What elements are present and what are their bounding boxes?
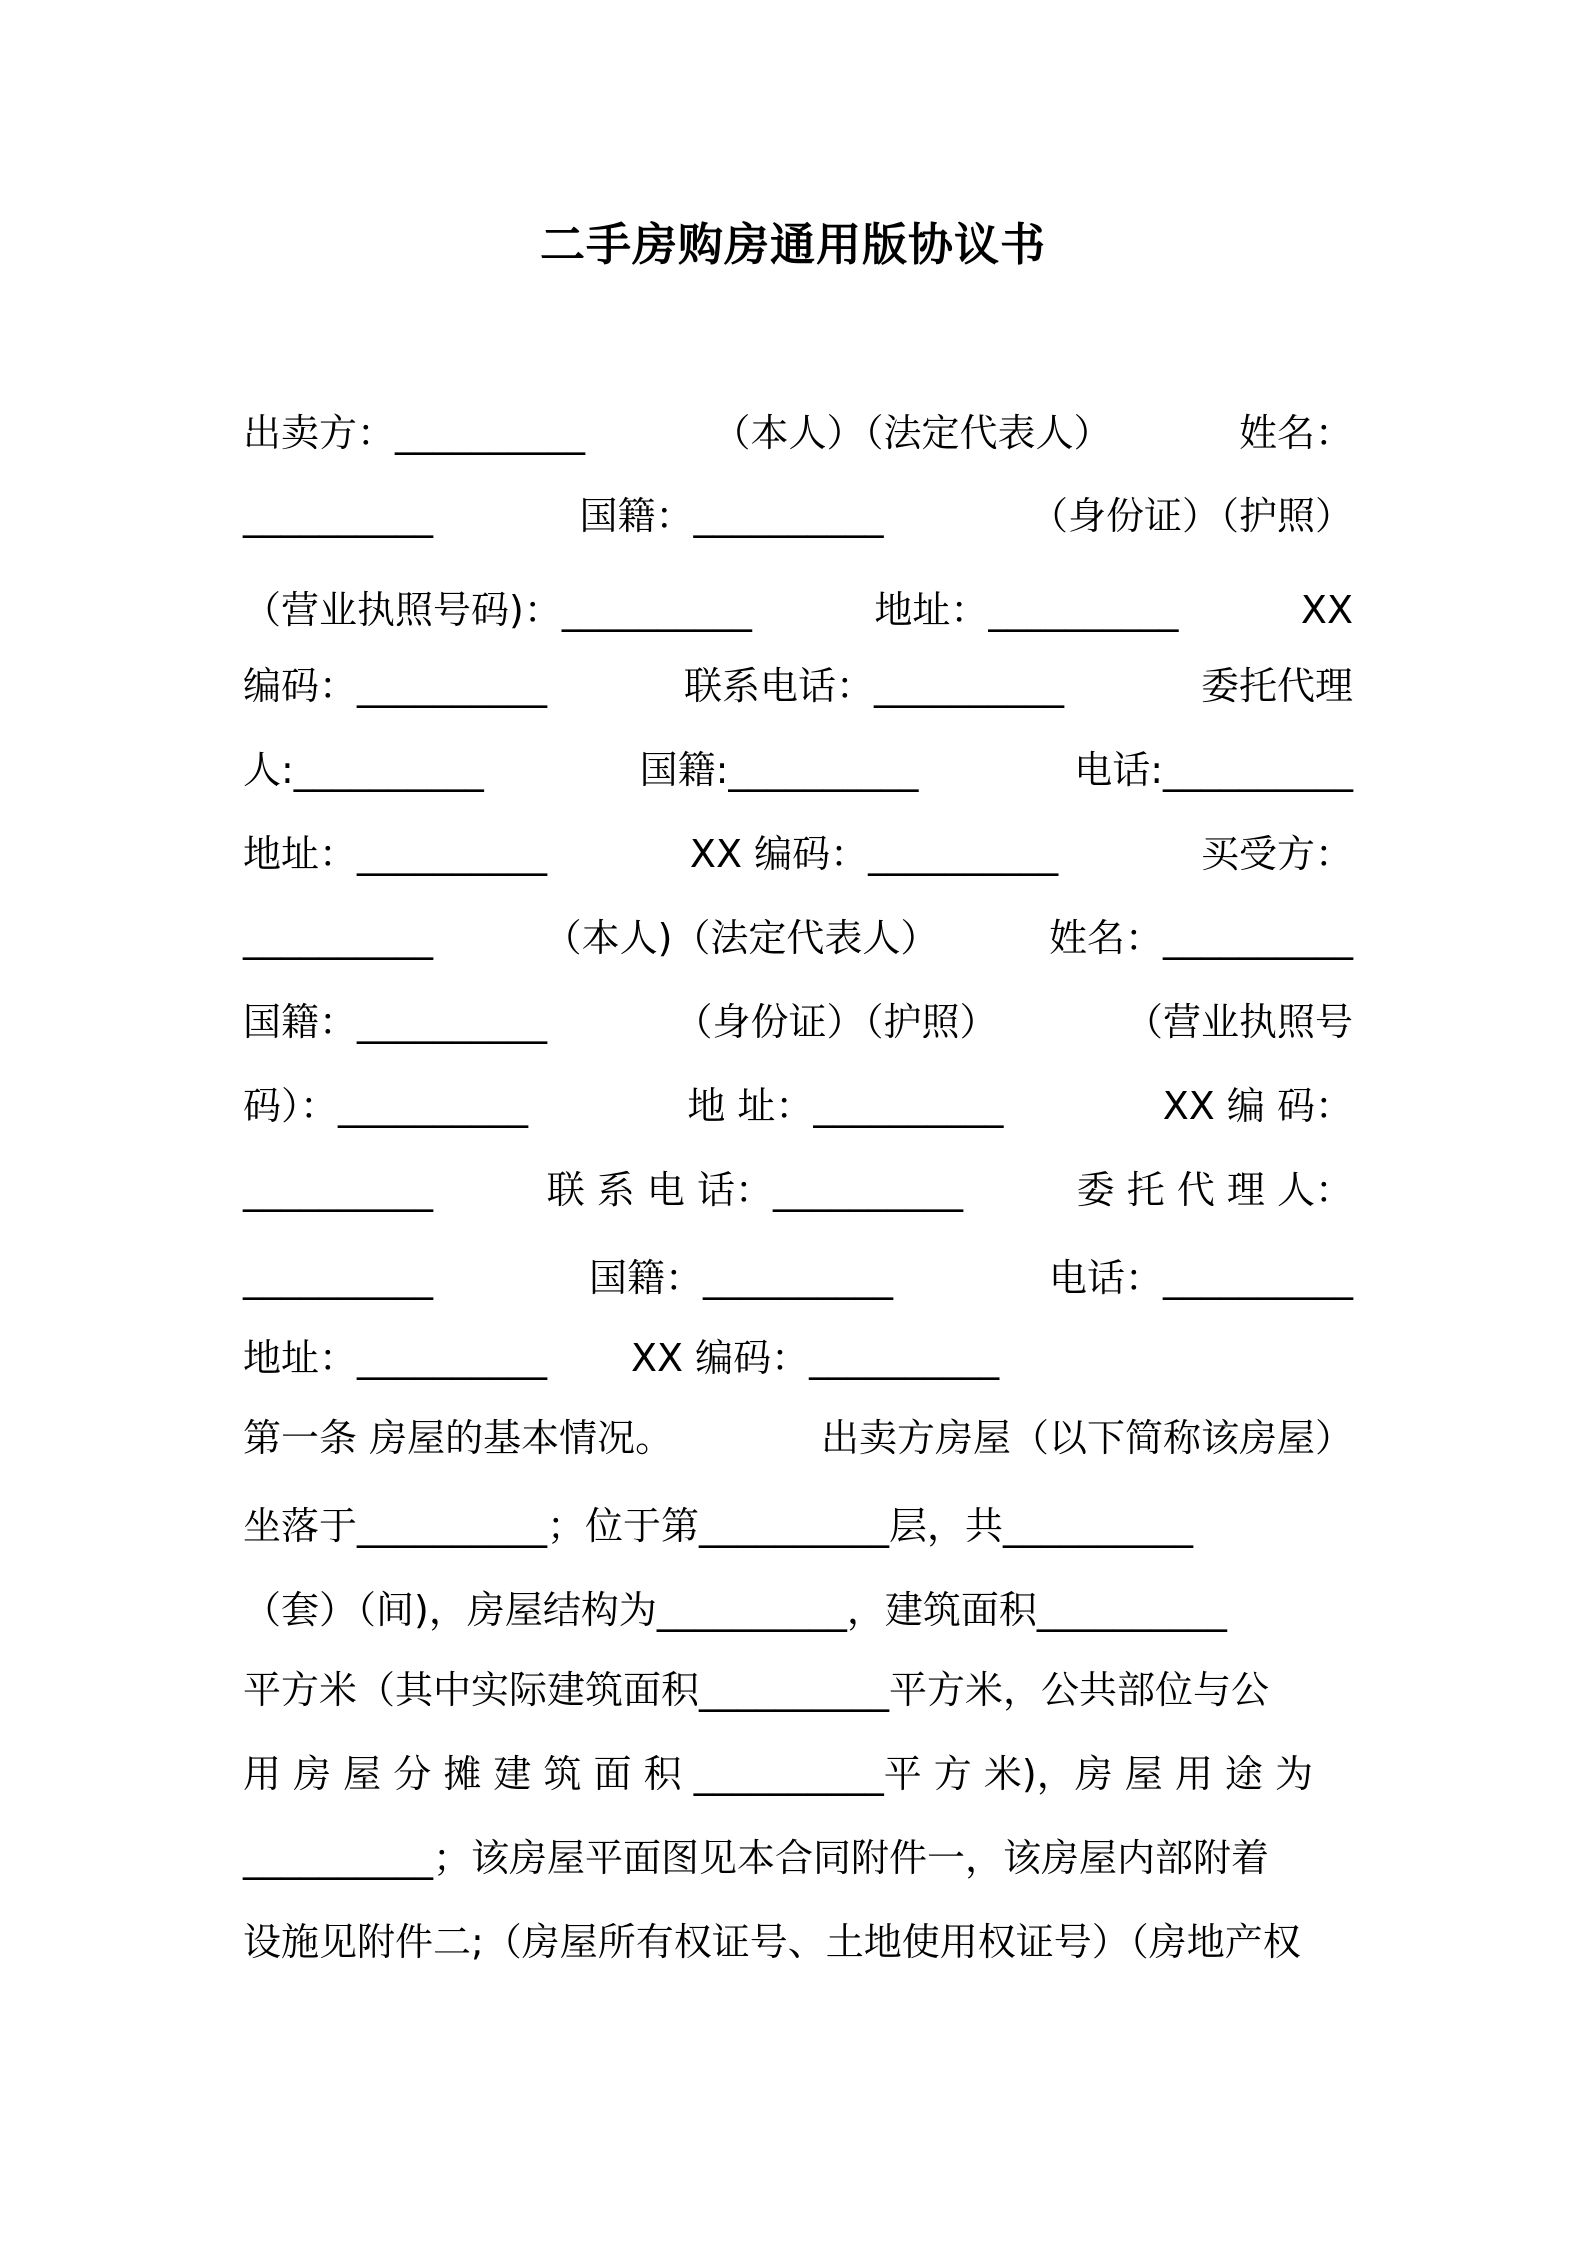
text-segment: __________ [243, 1168, 433, 1212]
text-segment: 国籍：__________ [579, 494, 884, 538]
text-segment: 地 址：__________ [687, 1084, 1004, 1128]
text-line [243, 742, 1353, 798]
text-line [243, 1162, 1353, 1218]
text-segment: __________；该房屋平面图见本合同附件一，该房屋内部附着 [243, 1836, 1270, 1880]
text-segment: 坐落于__________；位于第__________层，共__________ [243, 1504, 1194, 1548]
text-segment: 买受方： [1200, 832, 1353, 876]
text-segment: XX 编码：__________ [689, 832, 1059, 876]
text-segment: （营业执照号 [1124, 1000, 1353, 1044]
text-line [243, 1914, 1353, 1970]
text-segment: 联系电话：__________ [683, 664, 1064, 708]
text-line [243, 488, 1353, 544]
text-segment: 国籍：__________ [243, 1000, 548, 1044]
text-line [243, 1410, 1353, 1466]
text-segment: 编码：__________ [243, 664, 548, 708]
text-segment: 国籍：__________ [588, 1256, 893, 1300]
text-segment: __________ [243, 494, 433, 538]
text-line [243, 994, 1353, 1050]
text-segment: 姓名：__________ [1048, 916, 1353, 960]
text-segment: （身份证）（护照） [1029, 494, 1353, 538]
text-segment: __________ [243, 1256, 433, 1300]
text-line [243, 1830, 1353, 1886]
text-line [243, 910, 1353, 966]
text-segment: 用 房 屋 分 摊 建 筑 面 积 __________平 方 米)，房 屋 用 途 为 [243, 1752, 1314, 1796]
text-segment: （套）（间)，房屋结构为__________，建筑面积__________ [243, 1588, 1227, 1632]
text-line [243, 1498, 1353, 1554]
text-segment: __________ [243, 916, 433, 960]
text-segment: 联 系 电 话：__________ [546, 1168, 963, 1212]
text-line [243, 1250, 1353, 1306]
text-segment: （本人）（法定代表人） [712, 411, 1112, 455]
text-segment: 委 托 代 理 人： [1076, 1168, 1353, 1212]
text-line [243, 658, 1353, 714]
text-segment: 姓名： [1238, 411, 1353, 455]
text-segment: 电话:__________ [1074, 748, 1353, 792]
text-line [243, 1078, 1353, 1134]
text-line [243, 1746, 1353, 1802]
text-segment: 电话：__________ [1048, 1256, 1353, 1300]
text-segment: 设施见附件二;（房屋所有权证号、土地使用权证号）（房地产权 [243, 1920, 1301, 1964]
text-segment: 地址：__________ [243, 1336, 548, 1380]
document-title: 二手房购房通用版协议书 [539, 218, 1046, 271]
text-line [243, 405, 1353, 461]
text-segment: 平方米（其中实际建筑面积__________平方米，公共部位与公 [243, 1668, 1270, 1712]
text-segment: 国籍:__________ [639, 748, 919, 792]
text-segment: 地址：__________ [874, 588, 1179, 632]
text-segment: （营业执照号码)：__________ [243, 588, 752, 632]
text-segment: （本人)（法定代表人） [543, 916, 939, 960]
text-segment: 出卖方：__________ [243, 411, 586, 455]
text-segment: 码）：__________ [243, 1084, 529, 1128]
text-line [243, 582, 1353, 638]
text-line [243, 1582, 1353, 1638]
text-segment: XX 编 码： [1162, 1084, 1353, 1128]
text-segment: 委托代理 [1200, 664, 1353, 708]
text-segment: 第一条 房屋的基本情况。 [243, 1416, 674, 1460]
text-segment: （身份证）（护照） [674, 1000, 998, 1044]
text-segment: 地址：__________ [243, 832, 548, 876]
text-line [243, 826, 1353, 882]
text-segment: 人:__________ [243, 748, 484, 792]
text-segment: XX [1300, 588, 1353, 632]
text-segment: XX 编码：__________ [631, 1336, 1000, 1380]
text-line [243, 1662, 1353, 1718]
text-line [243, 1330, 1353, 1386]
text-segment: 出卖方房屋（以下简称该房屋） [820, 1416, 1353, 1460]
